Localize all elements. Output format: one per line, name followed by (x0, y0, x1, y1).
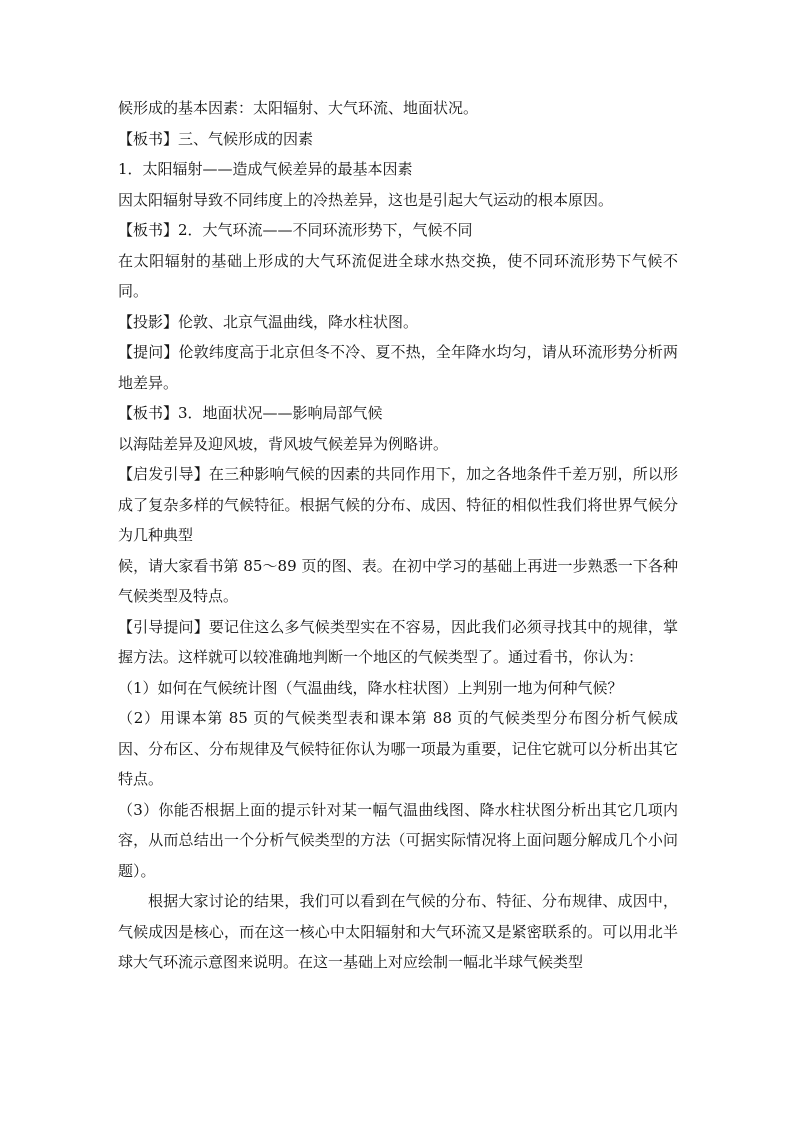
paragraph-textbook-pages: 候，请大家看书第 85～89 页的图、表。在初中学习的基础上再进一步熟悉一下各种气候类型及特点。 (118, 556, 678, 605)
paragraph-question-3: （3）你能否根据上面的提示针对某一幅气温曲线图、降水柱状图分析出其它几项内容，从而总结出一个分析气候类型的方法（可据实际情况将上面问题分解成几个小问题）。 (118, 800, 678, 880)
paragraph-blackboard-heading-3: 【板书】三、气候形成的因素 (118, 129, 314, 148)
paragraph-projection: 【投影】伦敦、北京气温曲线，降水柱状图。 (118, 312, 419, 331)
paragraph-guided-question: 【引导提问】要记住这么多气候类型实在不容易，因此我们必须寻找其中的规律，掌握方法。这样就可以较准确地判断一个地区的气候类型了。通过看书，你认为： (118, 617, 678, 666)
paragraph-question-2: （2）用课本第 85 页的气候类型表和课本第 88 页的气候类型分布图分析气候成因、分布区、分布规律及气候特征你认为哪一项最为重要，记住它就可以分析出其它特点。 (118, 709, 678, 788)
paragraph-discussion-summary: 根据大家讨论的结果，我们可以看到在气候的分布、特征、分布规律、成因中，气候成因是核心，而在这一核心中太阳辐射和大气环流又是紧密联系的。可以用北半球大气环流示意图来说明。在这一基础上对应绘制一幅北半球气候类型 (118, 892, 678, 971)
paragraph-atmospheric-circulation-desc: 在太阳辐射的基础上形成的大气环流促进全球水热交换，使不同环流形势下气候不同。 (118, 251, 678, 300)
document-body (118, 93, 678, 978)
paragraph-surface-conditions-title: 【板书】3．地面状况——影响局部气候 (118, 404, 383, 422)
paragraph-question-1: （1）如何在气候统计图（气温曲线，降水柱状图）上判别一地为何种气候？ (118, 678, 623, 697)
paragraph-guidance: 【启发引导】在三种影响气候的因素的共同作用下，加之各地条件千差万别，所以形成了复杂多样的气候特征。根据气候的分布、成因、特征的相似性我们将世界气候分为几种典型 (118, 465, 678, 544)
paragraph-surface-conditions-desc: 以海陆差异及迎风坡，背风坡气候差异为例略讲。 (118, 434, 449, 453)
paragraph-question-london-beijing: 【提问】伦敦纬度高于北京但冬不冷、夏不热，全年降水均匀，请从环流形势分析两地差异。 (118, 343, 678, 392)
paragraph-solar-radiation-title: 1．太阳辐射——造成气候差异的最基本因素 (118, 160, 413, 178)
paragraph-atmospheric-circulation-title: 【板书】2．大气环流——不同环流形势下，气候不同 (118, 221, 473, 239)
paragraph-climate-factors-intro: 候形成的基本因素：太阳辐射、大气环流、地面状况。 (118, 99, 479, 117)
paragraph-solar-radiation-desc: 因太阳辐射导致不同纬度上的冷热差异，这也是引起大气运动的根本原因。 (118, 190, 614, 209)
